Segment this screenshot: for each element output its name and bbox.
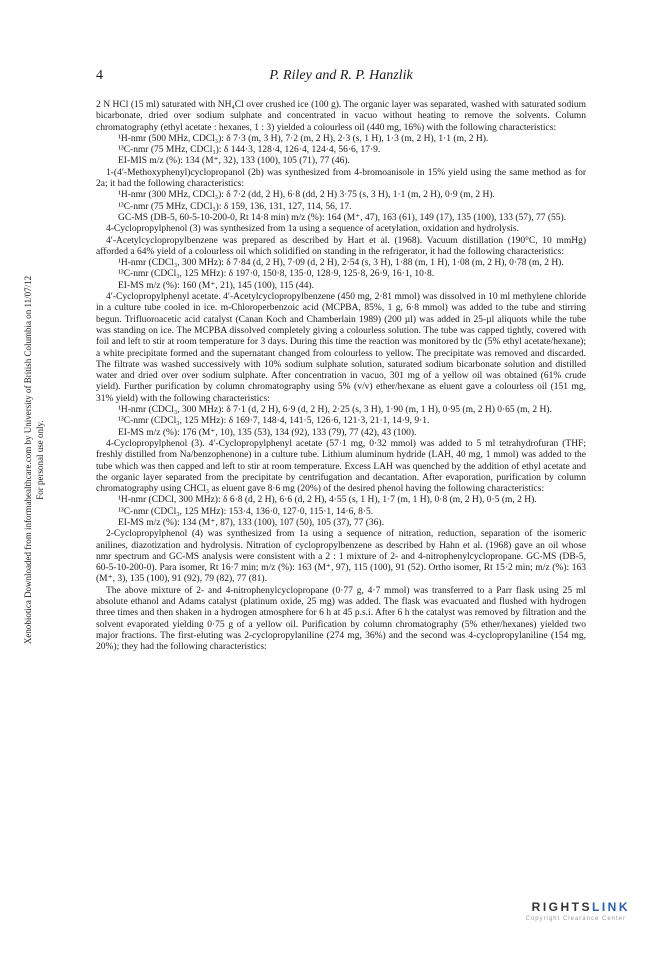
spectral-data-line: GC-MS (DB-5, 60-5-10-200-0, Rt 14·8 min) m/z (%): 164 (M⁺, 47), 163 (61), 149 (17), 135 (100), 133 (57), 77 (55). [118, 212, 567, 223]
spectral-data-line: ¹H-nmr (500 MHz, CDCl₃): δ 7·3 (m, 3 H), 7·2 (m, 2 H), 2·3 (s, 1 H), 1·3 (m, 2 H), 1·1 (m, 2 H). [118, 133, 489, 144]
body-paragraph: 2-Cyclopropylphenol (4) was synthesized from 1a using a sequence of nitration, reduction, separation of the isomeric anilines, diazotization and hydrolysis. Nitration of cyclopropylbenzene as described by Hahn et al. (1968) gave an oil whose nmr spectrum and GC-MS analysis were consistent with a 2 : 1 mixture of 2- and 4-nitrophenylcyclopropane. GC-MS (DB-5, 60-5-10-200-0). Para isomer, Rt 16·7 min; m/z (%): 163 (M⁺, 97), 115 (100), 91 (52). Ortho isomer, Rt 15·2 min; m/z (%): 163 (M⁺, 3), 135 (100), 91 (92), 79 (82), 77 (81). [96, 529, 586, 585]
spectral-data-block [96, 495, 586, 529]
spectral-data-line: ¹H-nmr (CDCl, 300 MHz): δ 6·8 (d, 2 H), 6·6 (d, 2 H), 4·55 (s, 1 H), 1·7 (m, 1 H), 0·8 (m, 2 H), 0·5 (m, 2 H). [118, 495, 537, 506]
spectral-data-line: ¹³C-nmr (CDCl₃, 125 MHz): 153·4, 136·0, 127·0, 115·1, 14·6, 8·5. [118, 506, 374, 517]
personal-use-notice: For personal use only. [35, 420, 45, 500]
body-paragraph: 4′-Acetylcyclopropylbenzene was prepared as described by Hart et al. (1968). Vacuum distillation (190°C, 10 mmHg) afforded a 64% yield of a colourless oil which solidified on standing in the refrigerator, it had the following characteristics: [96, 235, 586, 257]
rightslink-wordmark: RIGHTSLINK [531, 900, 630, 914]
spectral-data-block [96, 258, 586, 292]
download-notice-sidebar [4, 250, 64, 670]
spectral-data-line: ¹H-nmr (300 MHz, CDCl₃): δ 7·2 (dd, 2 H), 6·8 (dd, 2 H) 3·75 (s, 3 H), 1·1 (m, 2 H), 0·9 (m, 2 H). [118, 190, 495, 201]
spectral-data-block [96, 134, 586, 168]
download-notice-line: Xenobiotica Downloaded from informahealthcare.com by University of British Columbia on 11/07/12 [23, 275, 33, 645]
spectral-data-line: ¹H-nmr (CDCl₃, 300 MHz): δ 7·84 (d, 2 H), 7·09 (d, 2 H), 2·54 (s, 3 H), 1·88 (m, 1 H), 1·08 (m, 2 H), 0·78 (m, 2 H). [118, 258, 564, 269]
spectral-data-line: EI-MIS m/z (%): 134 (M⁺, 32), 133 (100), 105 (71), 77 (46). [118, 156, 350, 167]
spectral-data-line: EI-MS m/z (%): 160 (M⁺, 21), 145 (100), 115 (44). [118, 280, 314, 291]
page-header [96, 68, 586, 88]
spectral-data-line: EI-MS m/z (%): 176 (M⁺, 10), 135 (53), 134 (92), 133 (79), 77 (42), 43 (100). [118, 427, 417, 438]
spectral-data-block [96, 405, 586, 439]
body-paragraph: The above mixture of 2- and 4-nitrophenylcyclopropane (0·77 g, 4·7 mmol) was transferred to a Parr flask using 25 ml absolute ethanol and Adams catalyst (platinum oxide, 25 mg) was added. The flask was evacuated and flushed with hydrogen three times and then shaken in a hydrogen atmosphere for 6 h at 45 p.s.i. After 6 h the catalyst was removed by filtration and the solvent evaporated yielding 0·75 g of a yellow oil. Purification by column chromatography (5% ether/hexanes) yielded two major fractions. The first-eluting was 2-cyclopropylaniline (274 mg, 36%) and the second was 4-cyclopropylaniline (154 mg, 20%); they had the following characteristics: [96, 585, 586, 653]
rightslink-logo[interactable] [510, 900, 630, 940]
spectral-data-line: ¹³C-nmr (75 MHz, CDCl₃): δ 144·3, 128·4, 126·4, 124·4, 56·6, 17·9. [118, 145, 381, 156]
running-title: P. Riley and R. P. Hanzlik [269, 68, 413, 83]
body-paragraph: 1-(4′-Methoxyphenyl)cyclopropanol (2b) was synthesized from 4-bromoanisole in 15% yield using the same method as for 2a; it had the following characteristics: [96, 167, 586, 190]
rightslink-tagline: Copyright Clearance Center [525, 916, 626, 922]
body-paragraph: 2 N HCl (15 ml) saturated with NH₄Cl over crushed ice (100 g). The organic layer was separated, washed with saturated sodium bicarbonate, dried over sodium sulphate and concentrated in vacuo without heating to remove the solvents. Column chromatography (ethyl acetate : hexanes, 1 : 3) yielded a colourless oil (440 mg, 16%) with the following characteristics: [96, 100, 586, 133]
article-body [96, 100, 586, 654]
body-paragraph: 4-Cyclopropylphenol (3) was synthesized from 1a using a sequence of acetylation, oxidation and hydrolysis. [106, 224, 519, 235]
spectral-data-line: ¹³C-nmr (75 MHz, CDCl₃): δ 159, 136, 131, 127, 114, 56, 17. [118, 201, 352, 212]
spectral-data-line: EI-MS m/z (%): 134 (M⁺, 87), 133 (100), 107 (50), 105 (37), 77 (36). [118, 517, 384, 528]
spectral-data-line: ¹³C-nmr (CDCl₃, 125 MHz): δ 197·0, 150·8, 135·0, 128·9, 125·8, 26·9, 16·1, 10·8. [118, 269, 435, 280]
page-number: 4 [96, 68, 103, 83]
spectral-data-block [96, 190, 586, 224]
spectral-data-line: ¹³C-nmr (CDCl₃, 125 MHz): δ 169·7, 148·4, 141·5, 126·6, 121·3, 21·1, 14·9, 9·1. [118, 416, 430, 427]
spectral-data-line: ¹H-nmr (CDCl₃, 300 MHz): δ 7·1 (d, 2 H), 6·9 (d, 2 H), 2·25 (s, 3 H), 1·90 (m, 1 H), 0·95 (m, 2 H) 0·65 (m, 2 H). [118, 405, 552, 416]
body-paragraph: 4′-Cyclopropylphenyl acetate. 4′-Acetylcyclopropylbenzene (450 mg, 2·81 mmol) was dissolved in 10 ml methylene chloride in a culture tube cooled in ice. m-Chloroperbenzoic acid (MCPBA, 85%, 1 g, 6·8 mmol) was added to the tube and stirring begun. Trifluoroacetic acid catalyst (Canan Koch and Chamberlain 1989) (200 µl) was added in 25-µl aliquots while the tube was standing on ice. The MCPBA dissolved completely giving a colourless solution. The tube was capped tightly, covered with foil and left to stir at room temperature for 3 days. During this time the reaction was monitored by tlc (5% ethyl acetate/hexane); a white precipitate formed and the supernatant changed from colourless to yellow. The precipitate was removed and discarded. The filtrate was washed successively with 10% sodium sulphate solution, saturated sodium bicarbonate solution and distilled water and dried over over sodium sulphate. After concentration in vacuo, 301 mg of a yellow oil was obtained (61% crude yield). Further purification by column chromatography using 5% (v/v) ether/hexane as eluent gave a colourless oil (151 mg, 31% yield) with the following characteristics: [96, 292, 586, 404]
body-paragraph: 4-Cyclopropylphenol (3). 4′-Cyclopropylphenyl acetate (57·1 mg, 0·32 mmol) was added to 5 ml tetrahydrofuran (THF; freshly distilled from Na/benzophenone) in a culture tube. Lithium aluminum hydride (LAH, 40 mg, 1 mmol) was added to the tube which was then capped and left to stir at room temperature. Excess LAH was quenched by the addition of ethyl acetate and the organic layer separated from the precipitate by centrifugation and decantation. After evaporation, purification by column chromatography using CHCl₃ as eluent gave 8·6 mg (20%) of the desired phenol having the following characteristics: [96, 438, 586, 495]
